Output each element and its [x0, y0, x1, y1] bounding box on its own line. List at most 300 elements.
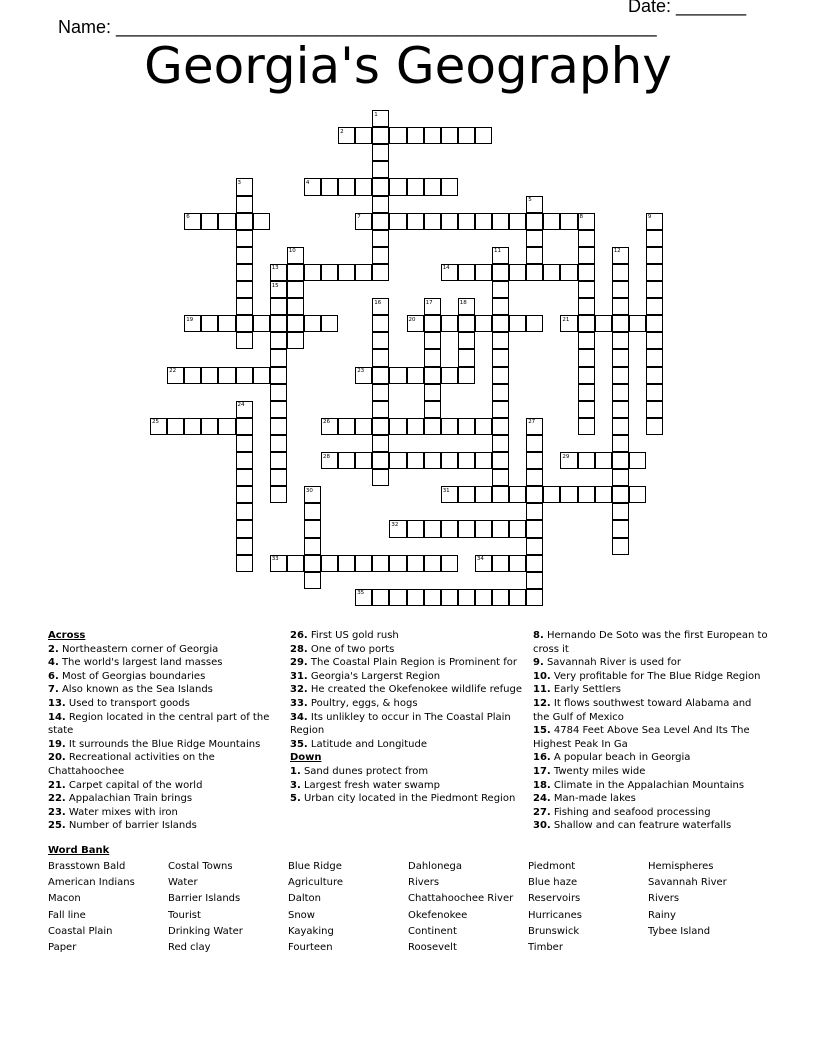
clue-number: 12 — [613, 248, 621, 255]
crossword-cell[interactable] — [201, 418, 218, 435]
clue-number: 29. — [290, 657, 308, 669]
crossword-cell[interactable] — [253, 367, 270, 384]
crossword-cell[interactable] — [304, 315, 321, 332]
crossword-cell[interactable] — [287, 555, 304, 572]
crossword-cell[interactable] — [526, 589, 543, 606]
crossword-cell[interactable] — [389, 213, 406, 230]
word-bank-item: Coastal Plain — [48, 925, 113, 937]
crossword-cell[interactable] — [338, 178, 355, 195]
crossword-cell[interactable] — [646, 401, 663, 418]
crossword-cell[interactable] — [407, 555, 424, 572]
crossword-cell[interactable] — [372, 196, 389, 213]
crossword-cell[interactable] — [372, 315, 389, 332]
crossword-cell[interactable] — [407, 127, 424, 144]
crossword-cell[interactable] — [389, 452, 406, 469]
across-clue — [48, 643, 273, 657]
clue-number: 8. — [533, 630, 544, 641]
clue-number: 28 — [323, 453, 330, 460]
crossword-cell[interactable] — [578, 452, 595, 469]
crossword-cell[interactable] — [492, 555, 509, 572]
crossword-cell[interactable] — [612, 520, 629, 537]
crossword-cell[interactable] — [612, 315, 629, 332]
crossword-cell[interactable] — [441, 520, 458, 537]
crossword-cell[interactable] — [578, 247, 595, 264]
crossword-cell[interactable] — [372, 144, 389, 161]
crossword-cell[interactable] — [526, 520, 543, 537]
clue-number: 26. — [290, 630, 308, 641]
crossword-cell[interactable] — [184, 367, 201, 384]
crossword-cell[interactable] — [304, 264, 321, 281]
crossword-cell[interactable] — [441, 555, 458, 572]
crossword-cell[interactable] — [492, 315, 509, 332]
clue-number: 5. — [290, 793, 301, 805]
clue-text: Georgia's Largerst Region — [310, 670, 441, 682]
clue-number: 20. — [48, 752, 66, 764]
crossword-cell[interactable] — [526, 555, 543, 572]
crossword-cell[interactable] — [475, 589, 492, 606]
crossword-cell[interactable] — [492, 213, 509, 230]
clue-text: Climate in the Appalachian Mountains — [553, 779, 745, 791]
clue-text: Also known as the Sea Islands — [61, 684, 213, 696]
crossword-cell[interactable] — [526, 452, 543, 469]
crossword-cell[interactable] — [270, 367, 287, 384]
crossword-cell[interactable] — [338, 452, 355, 469]
crossword-cell[interactable] — [372, 247, 389, 264]
crossword-cell[interactable] — [338, 264, 355, 281]
clue-text: Urban city located in the Piedmont Region — [303, 793, 516, 805]
crossword-cell[interactable] — [321, 315, 338, 332]
crossword-cell[interactable] — [475, 452, 492, 469]
clue-text: First US gold rush — [310, 630, 399, 641]
crossword-cell[interactable] — [492, 264, 509, 281]
across-clue — [290, 697, 522, 711]
crossword-cell[interactable] — [543, 213, 560, 230]
crossword-cell[interactable] — [578, 418, 595, 435]
crossword-cell[interactable] — [407, 520, 424, 537]
clue-text: Savannah River is used for — [546, 657, 682, 669]
crossword-cell[interactable] — [509, 264, 526, 281]
crossword-cell[interactable] — [612, 264, 629, 281]
crossword-cell[interactable] — [629, 486, 646, 503]
crossword-cell[interactable] — [201, 213, 218, 230]
crossword-cell[interactable] — [612, 538, 629, 555]
crossword-cell[interactable] — [612, 452, 629, 469]
crossword-cell[interactable] — [270, 401, 287, 418]
clue-number: 22. — [48, 793, 66, 805]
clue-text: It flows southwest toward Alabama and the Gulf of Mexico — [533, 697, 752, 723]
crossword-cell[interactable] — [236, 469, 253, 486]
crossword-cell[interactable] — [492, 418, 509, 435]
crossword-cell[interactable] — [646, 349, 663, 366]
crossword-cell[interactable] — [372, 178, 389, 195]
crossword-cell[interactable] — [578, 384, 595, 401]
crossword-cell[interactable] — [389, 589, 406, 606]
crossword-cell[interactable] — [304, 520, 321, 537]
crossword-cell[interactable] — [543, 264, 560, 281]
crossword-cell[interactable] — [578, 349, 595, 366]
crossword-cell[interactable] — [372, 435, 389, 452]
crossword-cell[interactable] — [492, 367, 509, 384]
crossword-cell[interactable] — [492, 520, 509, 537]
crossword-cell[interactable] — [424, 418, 441, 435]
word-bank-item: Brunswick — [528, 925, 580, 937]
crossword-cell[interactable] — [355, 452, 372, 469]
word-bank-item: Piedmont — [528, 861, 576, 872]
clue-number: 7. — [48, 684, 59, 696]
crossword-cell[interactable] — [526, 315, 543, 332]
crossword-cell[interactable] — [236, 486, 253, 503]
crossword-cell[interactable] — [526, 435, 543, 452]
clue-text: Twenty miles wide — [553, 765, 646, 777]
crossword-cell[interactable] — [321, 555, 338, 572]
crossword-cell[interactable] — [560, 264, 577, 281]
crossword-cell[interactable] — [218, 367, 235, 384]
crossword-cell[interactable] — [646, 384, 663, 401]
crossword-cell[interactable] — [424, 384, 441, 401]
crossword-cell[interactable] — [492, 281, 509, 298]
crossword-cell[interactable] — [424, 401, 441, 418]
crossword-cell[interactable] — [612, 401, 629, 418]
crossword-cell[interactable] — [578, 281, 595, 298]
clue-number: 32 — [391, 521, 399, 528]
crossword-cell[interactable] — [424, 520, 441, 537]
crossword-cell[interactable] — [646, 281, 663, 298]
crossword-cell[interactable] — [372, 213, 389, 230]
crossword-cell[interactable] — [646, 418, 663, 435]
name-field[interactable]: Name: ______________________________________________________ — [58, 17, 657, 37]
crossword-cell[interactable] — [407, 418, 424, 435]
crossword-cell[interactable] — [458, 589, 475, 606]
crossword-cell[interactable] — [236, 247, 253, 264]
word-bank-item: Tybee Island — [648, 925, 711, 937]
crossword-cell[interactable] — [526, 486, 543, 503]
crossword-cell[interactable] — [646, 315, 663, 332]
crossword-cell[interactable] — [458, 315, 475, 332]
crossword-cell[interactable] — [458, 486, 475, 503]
crossword-cell[interactable] — [287, 332, 304, 349]
crossword-cell[interactable] — [509, 486, 526, 503]
crossword-cell[interactable] — [236, 315, 253, 332]
crossword-cell[interactable] — [441, 178, 458, 195]
crossword-cell[interactable] — [560, 213, 577, 230]
crossword-cell[interactable] — [355, 264, 372, 281]
clue-number: 14 — [442, 265, 450, 272]
crossword-cell[interactable] — [612, 384, 629, 401]
crossword-cell[interactable] — [509, 555, 526, 572]
clue-number: 16 — [374, 299, 382, 306]
crossword-cell[interactable] — [612, 435, 629, 452]
crossword-cell[interactable] — [441, 589, 458, 606]
crossword-cell[interactable] — [372, 367, 389, 384]
crossword-cell[interactable] — [492, 384, 509, 401]
crossword-cell[interactable] — [646, 298, 663, 315]
crossword-cell[interactable] — [167, 418, 184, 435]
crossword-cell[interactable] — [526, 247, 543, 264]
crossword-cell[interactable] — [526, 469, 543, 486]
crossword-cell[interactable] — [287, 281, 304, 298]
crossword-cell[interactable] — [526, 264, 543, 281]
crossword-cell[interactable] — [355, 418, 372, 435]
crossword-cell[interactable] — [458, 367, 475, 384]
crossword-cell[interactable] — [389, 418, 406, 435]
word-bank-item: Dalton — [288, 893, 321, 905]
date-field[interactable]: Date: _______ — [628, 0, 747, 16]
crossword-cell[interactable] — [526, 503, 543, 520]
crossword-cell[interactable] — [424, 349, 441, 366]
crossword-cell[interactable] — [270, 315, 287, 332]
crossword-cell[interactable] — [304, 503, 321, 520]
crossword-cell[interactable] — [612, 503, 629, 520]
crossword-cell[interactable] — [578, 401, 595, 418]
crossword-cell[interactable] — [646, 332, 663, 349]
word-bank — [48, 845, 768, 954]
crossword-cell[interactable] — [612, 418, 629, 435]
crossword-cell[interactable] — [389, 367, 406, 384]
clue-number: 24. — [533, 793, 551, 805]
crossword-cell[interactable] — [236, 264, 253, 281]
crossword-cell[interactable] — [492, 298, 509, 315]
crossword-cell[interactable] — [372, 127, 389, 144]
crossword-cell[interactable] — [475, 264, 492, 281]
crossword-cell[interactable] — [526, 213, 543, 230]
crossword-cell[interactable] — [236, 418, 253, 435]
crossword-cell[interactable] — [475, 486, 492, 503]
crossword-cell[interactable] — [372, 349, 389, 366]
crossword-cell[interactable] — [458, 349, 475, 366]
crossword-cell[interactable] — [270, 486, 287, 503]
crossword-cell[interactable] — [612, 332, 629, 349]
crossword-cell[interactable] — [441, 452, 458, 469]
crossword-cell[interactable] — [578, 315, 595, 332]
crossword-cell[interactable] — [304, 538, 321, 555]
crossword-cell[interactable] — [236, 213, 253, 230]
crossword-cell[interactable] — [424, 178, 441, 195]
crossword-cell[interactable] — [646, 367, 663, 384]
crossword-cell[interactable] — [441, 367, 458, 384]
crossword-cell[interactable] — [355, 555, 372, 572]
crossword-cell[interactable] — [492, 469, 509, 486]
crossword-cell[interactable] — [218, 213, 235, 230]
crossword-cell[interactable] — [253, 213, 270, 230]
crossword-cell[interactable] — [270, 469, 287, 486]
crossword-cell[interactable] — [578, 264, 595, 281]
crossword-cell[interactable] — [372, 452, 389, 469]
crossword-cell[interactable] — [321, 264, 338, 281]
crossword-cell[interactable] — [372, 555, 389, 572]
clue-number: 16. — [533, 752, 551, 764]
crossword-cell[interactable] — [201, 315, 218, 332]
crossword-cell[interactable] — [492, 401, 509, 418]
crossword-cell[interactable] — [407, 589, 424, 606]
crossword-cell[interactable] — [458, 264, 475, 281]
down-clue — [533, 819, 768, 833]
crossword-cell[interactable] — [389, 178, 406, 195]
crossword-cell[interactable] — [646, 230, 663, 247]
crossword-cell[interactable] — [218, 315, 235, 332]
crossword-cell[interactable] — [612, 486, 629, 503]
crossword-cell[interactable] — [475, 315, 492, 332]
crossword-cell[interactable] — [407, 452, 424, 469]
crossword-cell[interactable] — [492, 486, 509, 503]
crossword-cell[interactable] — [338, 418, 355, 435]
crossword-cell[interactable] — [372, 332, 389, 349]
crossword-cell[interactable] — [236, 520, 253, 537]
word-bank-item: Dahlonega — [408, 861, 463, 872]
crossword-cell[interactable] — [236, 230, 253, 247]
crossword-cell[interactable] — [526, 572, 543, 589]
crossword-cell[interactable] — [509, 589, 526, 606]
crossword-cell[interactable] — [424, 589, 441, 606]
crossword-cell[interactable] — [458, 452, 475, 469]
crossword-cell[interactable] — [253, 315, 270, 332]
crossword-cell[interactable] — [475, 520, 492, 537]
crossword-cell[interactable] — [236, 332, 253, 349]
crossword-cell[interactable] — [595, 486, 612, 503]
crossword-cell[interactable] — [287, 264, 304, 281]
crossword-cell[interactable] — [372, 264, 389, 281]
crossword-cell[interactable] — [424, 452, 441, 469]
crossword-cell[interactable] — [492, 589, 509, 606]
crossword-cell[interactable] — [492, 349, 509, 366]
crossword-cell[interactable] — [372, 401, 389, 418]
crossword-cell[interactable] — [355, 178, 372, 195]
crossword-cell[interactable] — [492, 332, 509, 349]
crossword-cell[interactable] — [424, 213, 441, 230]
crossword-cell[interactable] — [612, 298, 629, 315]
crossword-cell[interactable] — [338, 555, 355, 572]
word-bank-item: Okefenokee — [408, 909, 468, 921]
crossword-cell[interactable] — [270, 298, 287, 315]
crossword-cell[interactable] — [304, 572, 321, 589]
crossword-cell[interactable] — [629, 315, 646, 332]
clue-number: 10 — [288, 248, 296, 255]
crossword-cell[interactable] — [270, 418, 287, 435]
crossword-cell[interactable] — [321, 178, 338, 195]
crossword-cell[interactable] — [595, 315, 612, 332]
crossword-cell[interactable] — [424, 127, 441, 144]
crossword-cell[interactable] — [509, 520, 526, 537]
crossword-cell[interactable] — [612, 281, 629, 298]
crossword-cell[interactable] — [578, 486, 595, 503]
crossword-cell[interactable] — [458, 127, 475, 144]
crossword-cell[interactable] — [270, 332, 287, 349]
crossword-cell[interactable] — [612, 367, 629, 384]
across-clue — [48, 806, 273, 820]
crossword-cell[interactable] — [372, 161, 389, 178]
clue-number: 30. — [533, 820, 551, 832]
crossword-cell[interactable] — [526, 538, 543, 555]
crossword-cell[interactable] — [424, 332, 441, 349]
crossword-cell[interactable] — [578, 332, 595, 349]
crossword-cell[interactable] — [646, 264, 663, 281]
crossword-cell[interactable] — [441, 127, 458, 144]
crossword-cell[interactable] — [612, 469, 629, 486]
crossword-cell[interactable] — [270, 384, 287, 401]
crossword-cell[interactable] — [509, 213, 526, 230]
down-clues-column-3 — [533, 629, 768, 833]
crossword-cell[interactable] — [578, 230, 595, 247]
crossword-cell[interactable] — [543, 486, 560, 503]
crossword-cell[interactable] — [372, 230, 389, 247]
crossword-cell[interactable] — [475, 127, 492, 144]
crossword-cell[interactable] — [270, 452, 287, 469]
crossword-cell[interactable] — [372, 384, 389, 401]
crossword-cell[interactable] — [304, 555, 321, 572]
crossword-cell[interactable] — [458, 418, 475, 435]
crossword-cell[interactable] — [372, 418, 389, 435]
crossword-cell[interactable] — [270, 435, 287, 452]
crossword-cell[interactable] — [441, 213, 458, 230]
crossword-cell[interactable] — [492, 435, 509, 452]
crossword-cell[interactable] — [236, 538, 253, 555]
crossword-cell[interactable] — [407, 213, 424, 230]
crossword-cell[interactable] — [236, 435, 253, 452]
crossword-cell[interactable] — [287, 315, 304, 332]
crossword-cell[interactable] — [441, 418, 458, 435]
crossword-cell[interactable] — [236, 298, 253, 315]
down-clue — [533, 670, 768, 684]
crossword-cell[interactable] — [629, 452, 646, 469]
crossword-cell[interactable] — [595, 452, 612, 469]
crossword-cell[interactable] — [236, 452, 253, 469]
crossword-cell[interactable] — [389, 127, 406, 144]
clue-text: The Coastal Plain Region is Prominent for — [310, 657, 517, 669]
crossword-cell[interactable] — [646, 247, 663, 264]
crossword-cell[interactable] — [458, 332, 475, 349]
crossword-cell[interactable] — [407, 367, 424, 384]
clue-number: 18 — [459, 299, 467, 306]
down-clue — [533, 779, 768, 793]
crossword-cell[interactable] — [236, 196, 253, 213]
crossword-cell[interactable] — [424, 315, 441, 332]
crossword-cell[interactable] — [236, 367, 253, 384]
crossword-cell[interactable] — [236, 281, 253, 298]
crossword-cell[interactable] — [270, 349, 287, 366]
crossword-cell[interactable] — [424, 367, 441, 384]
crossword-cell[interactable] — [218, 418, 235, 435]
crossword-cell[interactable] — [475, 418, 492, 435]
crossword-cell[interactable] — [184, 418, 201, 435]
crossword-cell[interactable] — [578, 298, 595, 315]
clue-number: 15 — [271, 282, 279, 289]
crossword-cell[interactable] — [236, 555, 253, 572]
word-bank-item: Snow — [288, 909, 315, 921]
crossword-cell[interactable] — [372, 469, 389, 486]
crossword-cell[interactable] — [492, 452, 509, 469]
crossword-cell[interactable] — [458, 520, 475, 537]
crossword-cell[interactable] — [458, 213, 475, 230]
across-clue — [48, 683, 273, 697]
clue-number: 26 — [323, 419, 330, 426]
crossword-cell[interactable] — [236, 503, 253, 520]
crossword-cell[interactable] — [424, 555, 441, 572]
crossword-cell[interactable] — [201, 367, 218, 384]
crossword-cell[interactable] — [560, 486, 577, 503]
crossword-cell[interactable] — [578, 367, 595, 384]
crossword-cell[interactable] — [526, 230, 543, 247]
crossword-cell[interactable] — [475, 213, 492, 230]
word-bank-item: Fourteen — [288, 942, 333, 954]
crossword-cell[interactable] — [389, 555, 406, 572]
crossword-cell[interactable] — [355, 127, 372, 144]
crossword-cell[interactable] — [372, 589, 389, 606]
crossword-cell[interactable] — [509, 315, 526, 332]
crossword-cell[interactable] — [287, 298, 304, 315]
clue-number: 30 — [305, 487, 313, 494]
crossword-cell[interactable] — [407, 178, 424, 195]
crossword-cell[interactable] — [441, 315, 458, 332]
crossword-cell[interactable] — [612, 349, 629, 366]
